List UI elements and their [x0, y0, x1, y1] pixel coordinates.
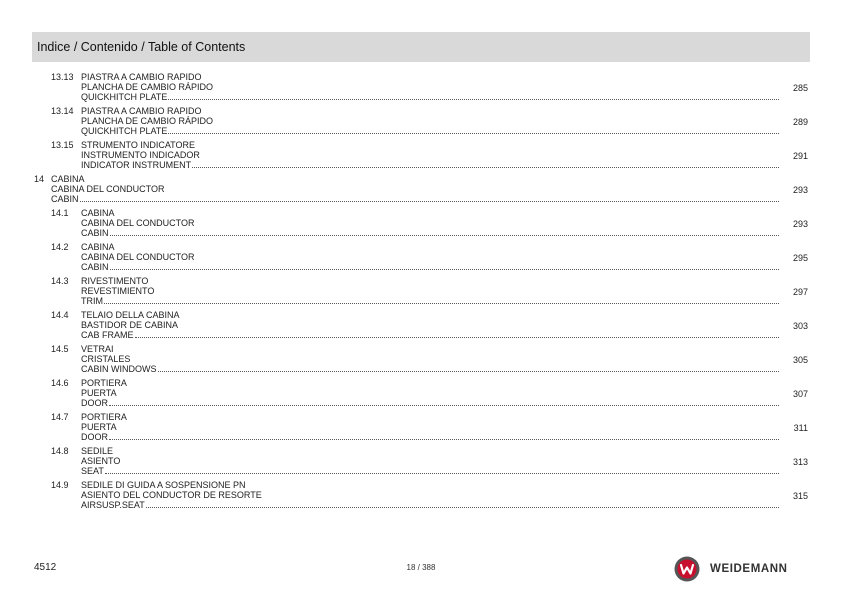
toc-entry-title-line: CABIN — [81, 228, 109, 238]
toc-entry-title-line: TRIM — [81, 296, 103, 306]
toc-entry-number: 14.5 — [51, 344, 69, 354]
toc-entry-page[interactable]: 297 — [792, 287, 808, 297]
dot-leader — [158, 370, 780, 372]
toc-entry-title-line: CRISTALES — [81, 354, 131, 364]
toc-entry-title-line: PIASTRA A CAMBIO RAPIDO — [81, 72, 202, 82]
toc-entry-page[interactable]: 293 — [792, 185, 808, 195]
dot-leader — [135, 336, 779, 338]
toc-entry-titles — [81, 208, 785, 238]
toc-entry-titles — [81, 446, 785, 476]
toc-entry-title-line: SEAT — [81, 466, 104, 476]
toc-entry[interactable] — [32, 310, 810, 340]
dot-leader — [146, 506, 779, 508]
toc-entry-title-line: VETRAI — [81, 344, 114, 354]
toc-entry-title-line: TELAIO DELLA CABINA — [81, 310, 180, 320]
toc-entry-title-line: SEDILE DI GUIDA A SOSPENSIONE PN — [81, 480, 246, 490]
toc-entry-page[interactable]: 293 — [792, 219, 808, 229]
dot-leader — [109, 404, 779, 406]
toc-entry-page[interactable]: 289 — [792, 117, 808, 127]
toc-entry-title-line: CABIN WINDOWS — [81, 364, 157, 374]
toc-entry-page[interactable]: 291 — [792, 151, 808, 161]
toc-entry[interactable] — [32, 276, 810, 306]
toc-entry-title-line: QUICKHITCH PLATE — [81, 92, 168, 102]
toc-entry-title-line: INSTRUMENTO INDICADOR — [81, 150, 200, 160]
toc-entry-page[interactable]: 315 — [792, 491, 808, 501]
toc-entry-number: 14.7 — [51, 412, 69, 422]
toc-entry-titles — [51, 174, 785, 204]
toc-entry-title-line: ASIENTO — [81, 456, 121, 466]
toc-entry[interactable] — [32, 412, 810, 442]
toc-entry[interactable] — [32, 344, 810, 374]
page-indicator: 18 / 388 — [406, 563, 436, 572]
toc-entry-title-line: AIRSUSP.SEAT — [81, 500, 145, 510]
toc-entry-title-line: CABINA DEL CONDUCTOR — [81, 252, 195, 262]
toc-entry-titles — [81, 480, 785, 510]
toc-entry-number: 14.4 — [51, 310, 69, 320]
toc-entry-number: 14.6 — [51, 378, 69, 388]
toc-entry-title-line: QUICKHITCH PLATE — [81, 126, 168, 136]
toc-entry-titles — [81, 72, 785, 102]
toc-entry-number: 13.14 — [51, 106, 74, 116]
toc-entry-titles — [81, 106, 785, 136]
toc-entry-title-line: CABIN — [51, 194, 79, 204]
dot-leader — [110, 268, 779, 270]
toc-entry-number: 14.1 — [51, 208, 69, 218]
toc-list — [32, 72, 810, 514]
toc-entry-titles — [81, 344, 785, 374]
toc-entry-titles — [81, 276, 785, 306]
toc-entry-title-line: REVESTIMIENTO — [81, 286, 155, 296]
toc-entry-title-line: CABINA — [81, 242, 115, 252]
toc-entry-titles — [81, 310, 785, 340]
toc-entry-page[interactable]: 303 — [792, 321, 808, 331]
dot-leader — [168, 98, 779, 100]
toc-entry[interactable] — [32, 378, 810, 408]
toc-entry-page[interactable]: 313 — [792, 457, 808, 467]
brand-name: WEIDEMANN — [710, 563, 788, 575]
toc-entry-number: 14.8 — [51, 446, 69, 456]
toc-entry-title-line: PIASTRA A CAMBIO RAPIDO — [81, 106, 202, 116]
toc-entry-number: 14.2 — [51, 242, 69, 252]
toc-entry-title-line: PUERTA — [81, 422, 117, 432]
toc-entry-titles — [81, 242, 785, 272]
dot-leader — [168, 132, 779, 134]
toc-entry[interactable] — [32, 174, 810, 204]
toc-entry-title-line: SEDILE — [81, 446, 114, 456]
toc-entry-title-line: PORTIERA — [81, 412, 127, 422]
toc-header — [32, 32, 810, 62]
toc-entry-page[interactable]: 307 — [792, 389, 808, 399]
toc-entry[interactable] — [32, 72, 810, 102]
toc-entry-number: 13.15 — [51, 140, 74, 150]
toc-entry[interactable] — [32, 140, 810, 170]
toc-entry[interactable] — [32, 480, 810, 510]
toc-entry-page[interactable]: 305 — [792, 355, 808, 365]
toc-entry-number: 14 — [34, 174, 45, 184]
toc-entry-number: 14.3 — [51, 276, 69, 286]
toc-title: Indice / Contenido / Table of Contents — [37, 40, 246, 54]
dot-leader — [192, 166, 779, 168]
toc-entry-page[interactable]: 311 — [793, 423, 808, 433]
document-number: 4512 — [34, 562, 57, 573]
toc-entry-titles — [81, 412, 785, 442]
toc-entry[interactable] — [32, 446, 810, 476]
toc-entry[interactable] — [32, 106, 810, 136]
toc-entry-number: 14.9 — [51, 480, 69, 490]
toc-entry-title-line: DOOR — [81, 432, 108, 442]
toc-entry-title-line: ASIENTO DEL CONDUCTOR DE RESORTE — [81, 490, 262, 500]
toc-entry-page[interactable]: 285 — [792, 83, 808, 93]
toc-entry-title-line: PLANCHA DE CAMBIO RÁPIDO — [81, 82, 214, 92]
dot-leader — [80, 200, 779, 202]
toc-entry-title-line: DOOR — [81, 398, 108, 408]
toc-entry-titles — [81, 140, 785, 170]
toc-entry-title-line: CABINA DEL CONDUCTOR — [51, 184, 165, 194]
toc-entry-title-line: STRUMENTO INDICATORE — [81, 140, 196, 150]
toc-entry[interactable] — [32, 242, 810, 272]
toc-entry-title-line: CABINA — [81, 208, 115, 218]
toc-entry[interactable] — [32, 208, 810, 238]
dot-leader — [104, 302, 779, 304]
toc-entry-title-line: PLANCHA DE CAMBIO RÁPIDO — [81, 116, 214, 126]
brand-logo — [674, 556, 788, 582]
dot-leader — [109, 438, 779, 440]
toc-entry-titles — [81, 378, 785, 408]
toc-entry-title-line: BASTIDOR DE CABINA — [81, 320, 179, 330]
toc-entry-title-line: CAB FRAME — [81, 330, 134, 340]
toc-entry-title-line: CABINA — [51, 174, 85, 184]
weidemann-logo-icon — [674, 556, 700, 582]
toc-entry-title-line: PORTIERA — [81, 378, 127, 388]
dot-leader — [110, 234, 779, 236]
toc-entry-title-line: INDICATOR INSTRUMENT — [81, 160, 192, 170]
toc-entry-title-line: CABIN — [81, 262, 109, 272]
toc-entry-page[interactable]: 295 — [792, 253, 808, 263]
toc-entry-title-line: RIVESTIMENTO — [81, 276, 149, 286]
dot-leader — [105, 472, 779, 474]
toc-entry-title-line: PUERTA — [81, 388, 117, 398]
toc-entry-number: 13.13 — [51, 72, 74, 82]
toc-entry-title-line: CABINA DEL CONDUCTOR — [81, 218, 195, 228]
